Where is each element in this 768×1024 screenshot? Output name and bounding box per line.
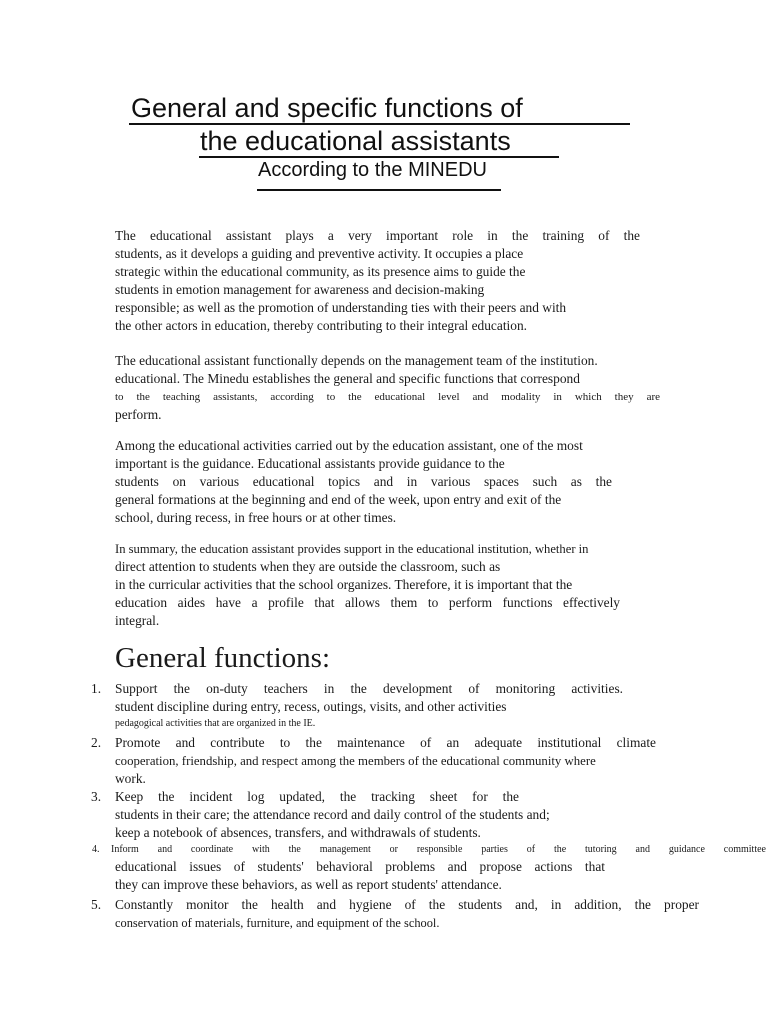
- list-line: Keep the incident log updated, the tracking sheet for the: [115, 789, 519, 804]
- paragraph-line: the other actors in education, thereby contributing to their integral education.: [115, 318, 527, 333]
- title-underline-1: [129, 123, 630, 125]
- paragraph-line: educational. The Minedu establishes the general and specific functions that correspond: [115, 371, 580, 386]
- paragraph-line: integral.: [115, 613, 160, 628]
- paragraph-line: direct attention to students when they are outside the classroom, such as: [115, 559, 501, 574]
- list-number: 1.: [91, 681, 102, 696]
- list-line: Inform and coordinate with the management or responsible parties of the tutoring and guidance committee: [111, 844, 766, 855]
- list-line: conservation of materials, furniture, and equipment of the school.: [115, 916, 440, 930]
- paragraph-line: In summary, the education assistant provides support in the educational institution, whether in: [115, 542, 589, 556]
- paragraph-line: students, as it develops a guiding and preventive activity. It occupies a place: [115, 246, 524, 261]
- title-line-2: the educational assistants: [200, 126, 511, 156]
- list-line: keep a notebook of absences, transfers, and withdrawals of students.: [115, 825, 481, 840]
- paragraph-line: general formations at the beginning and end of the week, upon entry and exit of the: [115, 492, 562, 507]
- list-line: cooperation, friendship, and respect among the members of the educational community where: [115, 754, 596, 768]
- general-functions-heading: General functions:: [115, 642, 331, 674]
- list-number: 3.: [91, 789, 102, 804]
- paragraph-line: strategic within the educational community, as its presence aims to guide the: [115, 264, 526, 279]
- title-line-1: General and specific functions of: [131, 93, 523, 123]
- list-line: Constantly monitor the health and hygiene of the students and, in addition, the proper: [115, 897, 699, 912]
- paragraph-line: important is the guidance. Educational assistants provide guidance to the: [115, 456, 505, 471]
- paragraph-line: The educational assistant functionally depends on the management team of the institution.: [115, 353, 598, 368]
- list-line: pedagogical activities that are organized in the IE.: [115, 718, 316, 729]
- list-number: 2.: [91, 735, 102, 750]
- list-line: Support the on-duty teachers in the development of monitoring activities.: [115, 681, 623, 696]
- paragraph-line: in the curricular activities that the school organizes. Therefore, it is important that the: [115, 577, 573, 592]
- list-line: they can improve these behaviors, as well as report students' attendance.: [115, 877, 502, 892]
- paragraph-line: to the teaching assistants, according to the educational level and modality in which they are: [115, 391, 660, 403]
- paragraph-line: Among the educational activities carried out by the education assistant, one of the most: [115, 438, 583, 453]
- list-line: educational issues of students' behavioral problems and propose actions that: [115, 859, 605, 874]
- list-line: Promote and contribute to the maintenance of an adequate institutional climate: [115, 735, 656, 750]
- list-line: student discipline during entry, recess, outings, visits, and other activities: [115, 699, 507, 714]
- paragraph-line: perform.: [115, 407, 162, 422]
- paragraph-line: responsible; as well as the promotion of understanding ties with their peers and with: [115, 300, 567, 315]
- intro-paragraph: [115, 227, 640, 335]
- summary-paragraph: [115, 540, 640, 630]
- paragraph-line: school, during recess, in free hours or at other times.: [115, 510, 397, 525]
- list-number: 4.: [92, 844, 100, 855]
- paragraph-line: The educational assistant plays a very important role in the training of the: [115, 228, 640, 243]
- paragraph-line: students on various educational topics and in various spaces such as the: [115, 474, 612, 489]
- list-number: 5.: [91, 897, 102, 912]
- subtitle: According to the MINEDU: [258, 159, 487, 181]
- paragraph-line: education aides have a profile that allows them to perform functions effectively: [115, 595, 620, 610]
- paragraph-line: students in emotion management for awareness and decision-making: [115, 282, 485, 297]
- list-line: students in their care; the attendance record and daily control of the students and;: [115, 807, 550, 822]
- dependency-paragraph: [115, 352, 660, 424]
- list-line: work.: [115, 771, 146, 786]
- subtitle-underline: [257, 189, 501, 191]
- title-underline-2: [199, 156, 559, 158]
- guidance-paragraph: [115, 437, 655, 527]
